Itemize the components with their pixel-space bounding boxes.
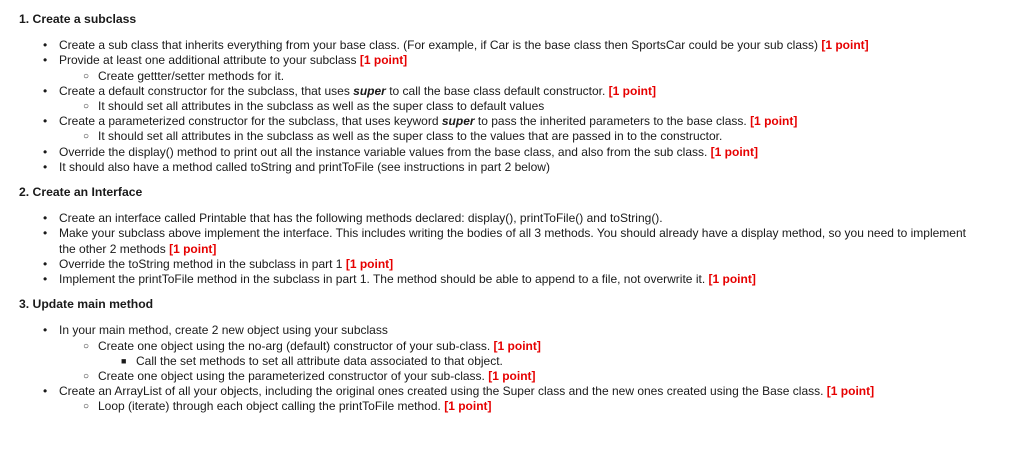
bullet-icon: • [43, 226, 48, 241]
bullet-icon: • [43, 384, 48, 399]
circle-bullet-icon: ○ [83, 101, 90, 113]
keyword-super: super [441, 114, 475, 129]
points-badge: [1 point] [359, 53, 408, 68]
section-title: 3. Update main method [19, 297, 154, 312]
points-badge: [1 point] [710, 144, 758, 159]
section-title: 2. Create an Interface [19, 185, 143, 200]
list-item: • Create a sub class that inherits everything from your base class. (For example, if Car is the base class then SportsCar could be your sub class) [1 point] [43, 38, 869, 53]
list-item: • Implement the printToFile method in the subclass in part 1. The method should be able to append to a file, not overwrite it. [1 point] [43, 272, 756, 287]
bullet-icon: • [43, 272, 48, 287]
circle-bullet-icon: ○ [83, 371, 90, 383]
points-badge: [1 point] [444, 399, 492, 414]
circle-bullet-icon: ○ [83, 340, 90, 352]
points-badge: [1 point] [750, 114, 798, 129]
list-item: ○ Loop (iterate) through each object calling the printToFile method. [1 point] [83, 399, 492, 414]
circle-bullet-icon: ○ [83, 70, 90, 82]
section-update-main-method [19, 297, 1024, 414]
list-item: ○ It should set all attributes in the subclass as well as the super class to the values that are passed in to the constructor. [83, 129, 723, 144]
points-badge: [1 point] [708, 272, 756, 287]
points-badge: [1 point] [169, 241, 217, 256]
section-create-subclass [19, 12, 1024, 175]
list-item: ■ Call the set methods to set all attribute data associated to that object. [121, 353, 503, 368]
list-item: ○ Create one object using the parameterized constructor of your sub-class. [1 point] [83, 369, 536, 384]
bullet-icon: • [43, 38, 48, 53]
points-badge: [1 point] [488, 369, 536, 384]
bullet-icon: • [43, 211, 48, 226]
list-item: • In your main method, create 2 new object using your subclass [43, 323, 388, 338]
list-item: ○ Create one object using the no-arg (default) constructor of your sub-class. [1 point] [83, 338, 541, 353]
bullet-list [19, 38, 1024, 175]
list-item: • Provide at least one additional attribute to your subclass [1 point] [43, 53, 408, 68]
circle-bullet-icon: ○ [83, 401, 90, 413]
keyword-super: super [353, 83, 386, 98]
circle-bullet-icon: ○ [83, 131, 90, 143]
bullet-icon: • [43, 144, 48, 159]
bullet-list [19, 211, 1024, 287]
points-badge: [1 point] [826, 384, 875, 399]
list-item: • Override the toString method in the subclass in part 1 [1 point] [43, 256, 394, 271]
points-badge: [1 point] [608, 83, 656, 98]
bullet-icon: • [43, 53, 48, 68]
bullet-icon: • [43, 83, 48, 98]
list-item: • Override the display() method to print out all the instance variable values from the base class, and also from the sub class. [1 point] [43, 144, 758, 159]
list-item: ○ It should set all attributes in the subclass as well as the super class to default values [83, 99, 545, 114]
list-item: • It should also have a method called toString and printToFile (see instructions in part 2 below) [43, 159, 550, 174]
section-create-interface [19, 185, 1024, 287]
list-item: • Create an interface called Printable that has the following methods declared: display(), printToFile() and toString(). [43, 211, 663, 226]
points-badge: [1 point] [345, 256, 394, 271]
square-bullet-icon: ■ [121, 355, 127, 366]
bullet-icon: • [43, 256, 48, 271]
list-item: ○ Create gettter/setter methods for it. [83, 68, 285, 83]
section-title: 1. Create a subclass [19, 12, 137, 26]
list-item: • Create a default constructor for the subclass, that uses super to call the base class default constructor. [1 point] [43, 83, 656, 98]
list-item: • Create an ArrayList of all your objects, including the original ones created using the Super class and the new ones created using the Base class. [1 point] [43, 384, 875, 399]
bullet-icon: • [43, 114, 48, 129]
bullet-icon: • [43, 323, 48, 338]
bullet-icon: • [43, 159, 48, 174]
points-badge: [1 point] [493, 338, 541, 353]
list-item: • Make your subclass above implement the interface. This includes writing the bodies of all 3 methods. You should already have a display method, so you need to implement the other 2 methods [1 point] [43, 226, 966, 256]
points-badge: [1 point] [821, 38, 869, 53]
list-item: • Create a parameterized constructor for the subclass, that uses keyword super to pass the inherited parameters to the base class. [1 point] [43, 114, 798, 129]
bullet-list [19, 323, 1024, 414]
